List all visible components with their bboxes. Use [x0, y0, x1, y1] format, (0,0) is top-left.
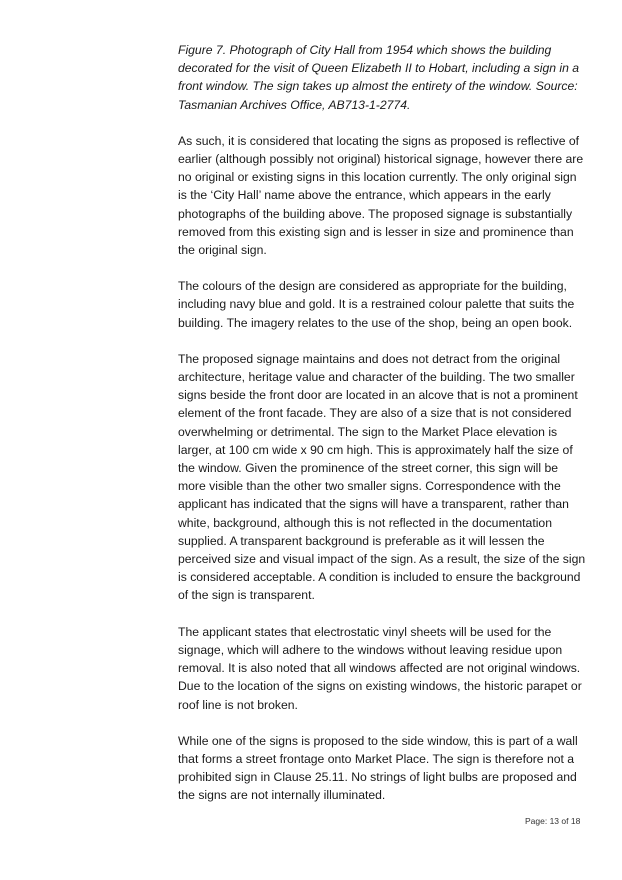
paragraph-materials: The applicant states that electrostatic vinyl sheets will be used for the signage, which will adhere to the windows without leaving residue upon removal. It is also noted that all windows affected are not original windows. Due to the location of the signs on existing windows, the historic parapet or roof line is not broken.: [178, 624, 582, 712]
page-number: Page: 13 of 18: [525, 816, 581, 826]
paragraph-side-window: While one of the signs is proposed to the side window, this is part of a wall that forms a street frontage onto Market Place. The sign is therefore not a prohibited sign in Clause 25.11. No strings of light bulbs are proposed and the signs are not internally illuminated.: [178, 733, 578, 803]
paragraph-colours: The colours of the design are considered as appropriate for the building, including navy blue and gold. It is a restrained colour palette that suits the building. The imagery relates to the use of the shop, being an open book.: [178, 279, 575, 330]
figure-caption: Figure 7. Photograph of City Hall from 1954 which shows the building decorated for the visit of Queen Elizabeth II to Hobart, including a sign in a front window. The sign takes up almost the entirety of the window. Source: Tasmanian Archives Office, AB713-1-2774.: [178, 43, 580, 112]
paragraph-signage-location: As such, it is considered that locating the signs as proposed is reflective of earlier (although possibly not original) historical signage, however there are no original or existing signs in this location currently. The only original sign is the ‘City Hall’ name above the entrance, which appears in the early photographs of the building above. The proposed signage is substantially removed from this existing sign and is lesser in size and prominence than the original sign.: [178, 133, 584, 258]
page-content: [178, 41, 588, 823]
paragraph-heritage-impact: The proposed signage maintains and does not detract from the original architecture, heritage value and character of the building. The two smaller signs beside the front door are located in an alcove that is not a prominent element of the front facade. They are also of a size that is not considered overwhelming or detrimental. The sign to the Market Place elevation is larger, at 100 cm wide x 90 cm high. This is approximately half the size of the window. Given the prominence of the street corner, this sign will be more visible than the other two smaller signs. Correspondence with the applicant has indicated that the signs will have a transparent, rather than white, background, although this is not reflected in the documentation supplied. A transparent background is preferable as it will lessen the perceived size and visual impact of the sign. As a result, the size of the sign is considered acceptable. A condition is included to ensure the background of the sign is transparent.: [178, 351, 586, 603]
